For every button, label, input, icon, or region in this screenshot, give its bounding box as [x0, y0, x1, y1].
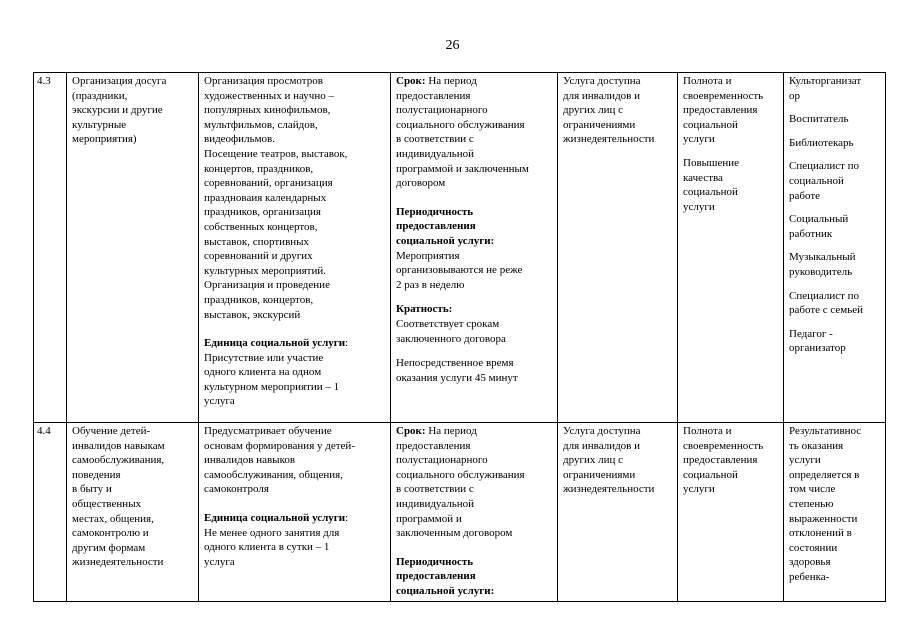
term-text: На период предоставления полустационарного социального обслуживания в соответствии с индивидуальной программой и заключенным договором — [396, 75, 529, 190]
periodicity — [396, 555, 554, 599]
row-number — [34, 423, 67, 602]
term-label: Срок: — [396, 425, 426, 437]
service-conditions: Услуга доступна для инвалидов и других лиц с ограничениями жизнедеятельности — [563, 75, 655, 146]
staff-item: Социальный работник — [789, 213, 849, 240]
unit-text: Не менее одного занятия для одного клиента в сутки – 1 услуга — [204, 526, 340, 568]
service-description: Организация просмотров художественных и научно – популярных кинофильмов, мультфильмов, слайдов, видеофильмов. Посещение театров, выставок, концертов, праздников, соревнований, организация праздноваия календарных праздников, организация собственных концертов, выставок, спортивных соревнований и других культурных мероприятий. Организация и проведение праздников, концертов, выставок, экскурсий — [204, 75, 348, 321]
term — [396, 74, 554, 191]
staff-item: Специалист по работе с семьей — [789, 289, 864, 317]
periodicity-label: Периодичность предоставления социальной услуги: — [396, 555, 495, 597]
unit-label: Единица социальной услуги — [204, 337, 346, 350]
service-name-cell — [67, 423, 199, 602]
direct-time: Непосредственное время оказания услуги 45 минут — [396, 357, 518, 384]
staff-item: Культорганизат ор — [789, 75, 862, 102]
term-label: Срок: — [396, 75, 426, 87]
term-text: На период предоставления полустационарного социального обслуживания в соответствии с индивидуальной программой и заключенным договором — [396, 425, 525, 540]
unit-colon: : — [345, 337, 349, 350]
unit-text: Присутствие или участие одного клиента на одном культурном мероприятии – 1 услуга — [204, 351, 340, 408]
term — [396, 424, 554, 541]
periodicity — [396, 205, 554, 293]
service-name-cell — [67, 73, 199, 423]
service-terms-cell — [391, 73, 558, 423]
table-row — [34, 423, 886, 602]
staff-item: Педагог - организатор — [789, 327, 846, 355]
staff-cell — [784, 73, 886, 423]
service-description: Предусматривает обучение основам формирования у детей- инвалидов навыков самообслуживания, общения, самоконтроля — [204, 425, 355, 496]
row-number-text: 4.4 — [37, 425, 51, 437]
quality-indicator: Повышение качества социальной услуги — [683, 156, 740, 213]
staff-item: Воспитатель — [789, 113, 849, 126]
unit-label: Единица социальной услуги — [204, 511, 346, 524]
table-row — [34, 73, 886, 423]
quality-indicator: Полнота и своевременность предоставления социальной услуги — [683, 75, 764, 146]
quality-indicators-cell — [678, 73, 784, 423]
service-terms-cell — [391, 423, 558, 602]
service-unit — [204, 336, 387, 409]
service-description-cell — [199, 73, 391, 423]
staff-item: Музыкальный руководитель — [789, 251, 856, 278]
service-conditions: Услуга доступна для инвалидов и других лиц с ограничениями жизнедеятельности — [563, 425, 655, 496]
periodicity-text: Мероприятия организовываются не реже 2 раз в неделю — [396, 249, 523, 291]
service-conditions-cell — [558, 423, 678, 602]
service-result: Результативнос ть оказания услуги определяется в том числе степенью выраженности отклонений в состоянии здоровья ребенка- — [789, 425, 862, 583]
unit-colon: : — [345, 511, 349, 524]
page-number: 26 — [445, 38, 460, 53]
services-table — [33, 72, 886, 602]
multiplicity-text: Соответствует срокам заключенного договора — [396, 317, 506, 345]
service-name: Обучение детей- инвалидов навыкам самообслуживания, поведения в быту и общественных местах, общения, самоконтролю и другим формам жизнедеятельности — [72, 425, 165, 569]
service-name: Организация досуга (праздники, экскурсии и другие культурные мероприятия) — [72, 75, 167, 146]
staff-item: Библиотекарь — [789, 136, 854, 149]
staff-item: Специалист по социальной работе — [789, 160, 860, 202]
quality-indicator: Полнота и своевременность предоставления социальной услуги — [683, 425, 764, 496]
result-cell — [784, 423, 886, 602]
service-unit — [204, 511, 387, 569]
service-conditions-cell — [558, 73, 678, 423]
row-number-text: 4.3 — [37, 75, 51, 87]
periodicity-label: Периодичность предоставления социальной услуги: — [396, 205, 495, 247]
multiplicity-label: Кратность: — [396, 303, 453, 316]
quality-indicators-cell — [678, 423, 784, 602]
service-description-cell — [199, 423, 391, 602]
multiplicity — [396, 302, 554, 346]
row-number — [34, 73, 67, 423]
